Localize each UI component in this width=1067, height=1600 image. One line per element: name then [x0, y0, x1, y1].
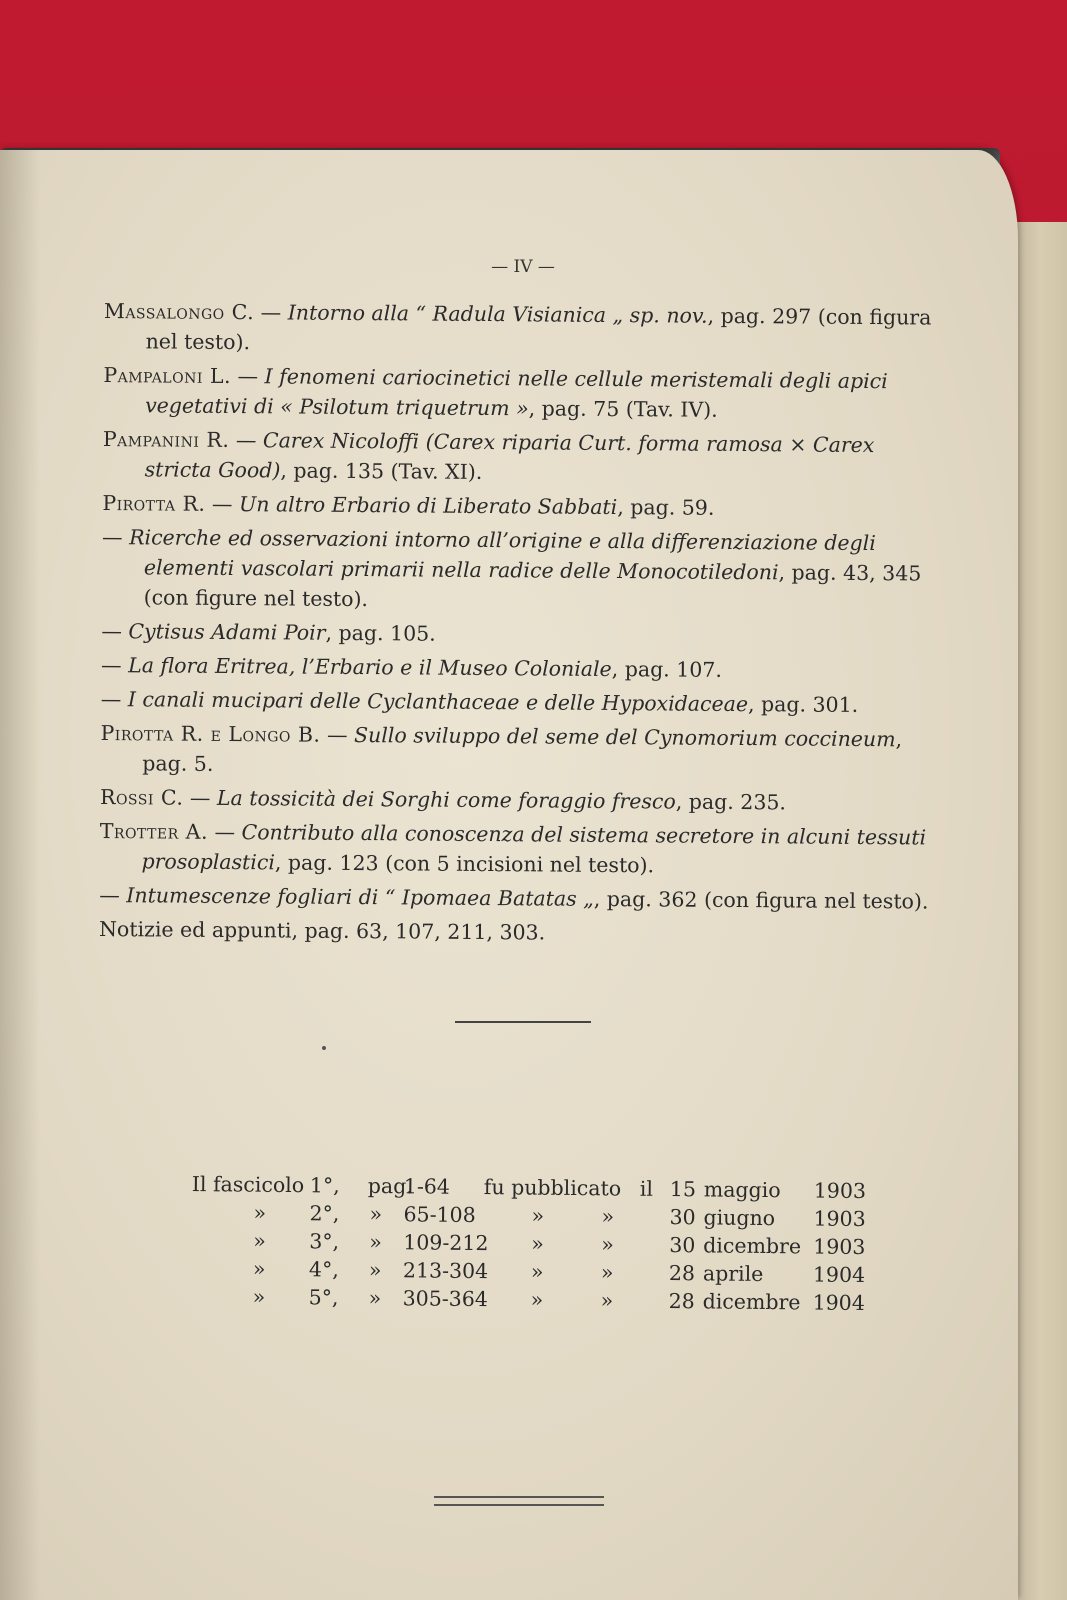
page-folio: — IV — — [491, 257, 555, 277]
index-entry — [100, 782, 940, 819]
entry-dash: — — [101, 618, 129, 644]
fascicolo-range: 305-364 — [402, 1286, 488, 1312]
fascicolo-range: 109-212 — [403, 1230, 489, 1256]
entry-title: Cytisus Adami Poir — [128, 619, 326, 645]
fascicolo-verb: fu pubblicato — [483, 1175, 622, 1201]
fascicolo-month: dicembre — [703, 1233, 802, 1259]
fascicolo-month: giugno — [703, 1205, 776, 1231]
entry-pages: , pag. 5. — [142, 727, 903, 776]
entry-title: Sullo sviluppo del seme del Cynomorium coccineum — [353, 722, 896, 752]
entry-dash: — — [99, 882, 127, 908]
entry-pages: , pag. 105. — [325, 620, 436, 646]
entry-pages: , pag. 135 (Tav. XI). — [280, 458, 483, 484]
entry-dash: — — [101, 652, 129, 678]
fascicolo-num: 4°, — [308, 1257, 339, 1282]
index-entry — [101, 616, 941, 653]
fascicolo-lead: » — [253, 1228, 266, 1253]
entry-title: Intumescenze fogliari di “ Ipomaea Batatas „ — [126, 883, 594, 911]
index-entry — [99, 880, 939, 917]
index-entry — [99, 816, 939, 883]
entry-dash: — — [254, 300, 288, 325]
entry-title: La flora Eritrea, l’Erbario e il Museo Coloniale — [128, 653, 612, 681]
entry-title: I canali mucipari delle Cyclanthaceae e delle Hypoxidaceae — [127, 687, 749, 717]
entry-pages: , pag. 362 (con figura nel testo). — [593, 886, 929, 914]
index-entry — [102, 488, 942, 525]
fascicolo-range: 65-108 — [403, 1202, 476, 1227]
entry-pages: , pag. 297 (con figura nel testo). — [145, 303, 932, 355]
entry-title: La tossicità dei Sorghi come foraggio fresco — [216, 785, 676, 814]
fascicolo-pag: » — [368, 1257, 382, 1282]
entry-dash: — — [183, 785, 218, 810]
entry-author: Massalongo C. — [103, 298, 255, 325]
entry-pages: , pag. 123 (con 5 incisioni nel testo). — [274, 850, 655, 878]
fascicolo-num: 5°, — [308, 1285, 339, 1310]
index-entry — [101, 650, 941, 687]
fascicolo-range: 213-304 — [402, 1258, 489, 1284]
fascicolo-range: 1-64 — [403, 1174, 451, 1199]
ink-speck — [322, 1046, 326, 1050]
entry-pages: , pag. 75 (Tav. IV). — [528, 396, 718, 422]
entry-pages: , pag. 107. — [611, 656, 723, 682]
fascicolo-year: 1903 — [813, 1178, 867, 1204]
fascicolo-verb: » — [530, 1287, 544, 1312]
fascicolo-verb: » — [531, 1231, 544, 1256]
entry-author: Rossi C. — [99, 784, 184, 810]
entry-dash: — — [205, 491, 240, 517]
entry-dash: — — [320, 722, 355, 747]
index-entry — [103, 360, 943, 427]
fascicolo-year: 1903 — [813, 1234, 866, 1260]
fascicolo-prep: » — [600, 1288, 614, 1313]
index-entry — [101, 684, 941, 721]
entry-pages: , pag. 235. — [675, 789, 787, 815]
entry-pages: , pag. 43, 345 (con figure nel testo). — [143, 560, 922, 612]
closing-double-rule — [434, 1496, 604, 1506]
entry-title: Carex Nicoloffi (Carex riparia Curt. forma ramosa × Carex stricta Good) — [144, 428, 875, 483]
page-gutter-shadow — [0, 150, 40, 1600]
entry-dash: — — [207, 819, 242, 845]
fascicolo-pag: pag. — [367, 1173, 413, 1199]
index-entry — [104, 296, 944, 363]
fascicolo-num: 3°, — [309, 1229, 340, 1254]
fascicolo-month: aprile — [702, 1261, 764, 1286]
fascicolo-lead: » — [252, 1256, 266, 1281]
fascicolo-year: 1903 — [813, 1206, 866, 1232]
entry-pages: , pag. 59. — [617, 495, 715, 520]
fascicolo-lead: » — [252, 1284, 266, 1309]
index-entry — [103, 424, 943, 491]
fascicolo-lead: » — [253, 1200, 267, 1225]
entry-title: Ricerche ed osservazioni intorno all’origine e alla differenziazione degli elementi vascolari primarii nella radice delle Monocotiledoni — [129, 525, 876, 585]
entry-title: I fenomeni cariocinetici nelle cellule meristemali degli apici vegetativi di « Psilotum triquetrum » — [145, 364, 888, 421]
entry-author: Trotter A. — [99, 818, 209, 844]
fascicolo-day: 30 — [669, 1205, 696, 1230]
entry-title: Un altro Erbario di Liberato Sabbati — [238, 492, 618, 520]
index-entries — [99, 296, 944, 955]
fascicolo-num: 1°, — [309, 1173, 340, 1198]
entry-dash: — — [100, 686, 128, 712]
index-entry — [99, 914, 939, 951]
fascicolo-pag: » — [369, 1201, 383, 1226]
fascicolo-lead: Il fascicolo — [191, 1172, 305, 1198]
entry-dash: — — [229, 427, 264, 453]
fascicolo-prep: » — [601, 1232, 614, 1257]
index-entry — [102, 522, 943, 619]
fascicolo-month: maggio — [703, 1177, 781, 1203]
entry-author: Pampanini R. — [102, 426, 230, 452]
separator-rule — [455, 1021, 591, 1023]
fascicolo-year: 1904 — [812, 1290, 865, 1316]
fascicolo-day: 15 — [669, 1177, 697, 1202]
fascicolo-day: 30 — [669, 1233, 696, 1258]
entry-dash: — — [230, 364, 265, 389]
entry-dash: — — [102, 524, 130, 550]
fascicolo-day: 28 — [668, 1261, 696, 1286]
entry-author: Pirotta R. — [102, 490, 206, 516]
index-entry — [100, 718, 940, 785]
entry-pages: , pag. 301. — [747, 692, 859, 717]
fascicoli-table — [191, 1172, 872, 1319]
fascicolo-verb: » — [530, 1259, 544, 1284]
fascicolo-day: 28 — [668, 1288, 695, 1314]
fascicolo-pag: » — [369, 1229, 382, 1254]
fascicolo-prep: » — [601, 1204, 615, 1229]
fascicolo-month: dicembre — [702, 1289, 801, 1315]
fascicolo-year: 1904 — [812, 1262, 866, 1288]
entry-title: Contributo alla conoscenza del sistema secretore in alcuni tessuti prosoplastici — [141, 820, 927, 875]
fascicolo-prep: il — [639, 1176, 654, 1201]
fascicolo-prep: » — [600, 1260, 614, 1285]
entry-pages: Notizie ed appunti, pag. 63, 107, 211, 303. — [98, 916, 546, 945]
entry-title: Intorno alla “ Radula Visianica „ sp. nov. — [287, 300, 708, 328]
fascicolo-verb: » — [531, 1203, 545, 1228]
entry-author: Pirotta R. e Longo B. — [100, 720, 321, 747]
entry-author: Pampaloni L. — [103, 362, 232, 389]
fascicolo-num: 2°, — [309, 1201, 340, 1226]
fascicolo-pag: » — [368, 1285, 382, 1310]
